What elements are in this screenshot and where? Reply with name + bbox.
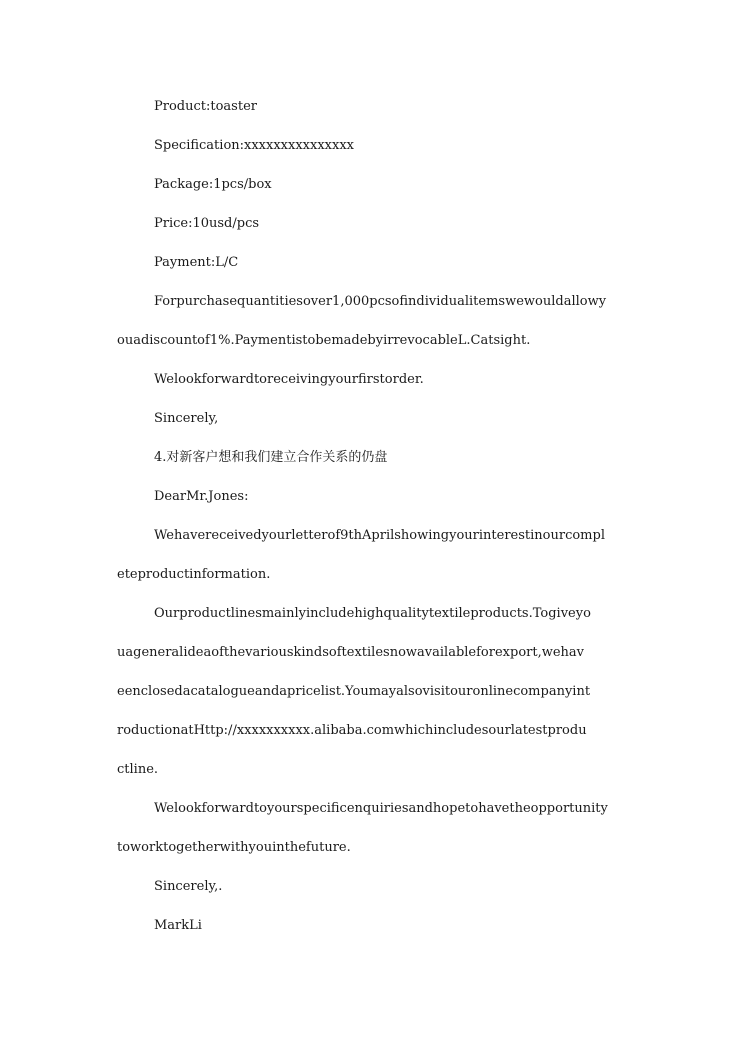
closing-paragraph-line: Welookforwardtoyourspecificenquiriesandhopetohavetheopportunity [154, 801, 608, 816]
product-paragraph-line: uageneralideaofthevariouskindsoftextilesnowavailableforexport,wehav [117, 645, 585, 660]
product-paragraph-line: ctline. [117, 762, 159, 777]
signature: MarkLi [154, 918, 202, 933]
product-line: Product:toaster [154, 99, 257, 114]
salutation: DearMr.Jones: [154, 489, 249, 504]
reply-paragraph-line: Wehavereceivedyourletterof9thAprilshowingyourinterestinourcompl [154, 528, 605, 543]
product-paragraph-line: Ourproductlinesmainlyincludehighqualitytextileproducts.Togiveyo [154, 606, 591, 621]
price-line: Price:10usd/pcs [154, 216, 260, 231]
discount-paragraph-line: Forpurchasequantitiesover1,000pcsofindividualitemswewouldallowy [154, 294, 607, 309]
sign-off: Sincerely, [154, 411, 219, 426]
product-paragraph-line: eenclosedacatalogueandapricelist.Youmayalsovisitouronlinecompanyint [117, 684, 591, 699]
package-line: Package:1pcs/box [154, 177, 272, 192]
closing-paragraph-line: toworktogetherwithyouinthefuture. [117, 840, 351, 855]
discount-paragraph-line: ouadiscountof1%.PaymentistobemadebyirrevocableL.Catsight. [117, 333, 531, 348]
section-heading: 4.对新客户想和我们建立合作关系的仍盘 [154, 450, 388, 465]
specification-line: Specification:xxxxxxxxxxxxxxx [154, 138, 354, 153]
product-paragraph-line: roductionatHttp://xxxxxxxxxx.alibaba.comwhichincludesourlatestprodu [117, 723, 587, 738]
reply-paragraph-line: eteproductinformation. [117, 567, 271, 582]
sign-off: Sincerely,. [154, 879, 223, 894]
closing-sentence: Welookforwardtoreceivingyourfirstorder. [154, 372, 424, 387]
payment-line: Payment:L/C [154, 255, 239, 270]
